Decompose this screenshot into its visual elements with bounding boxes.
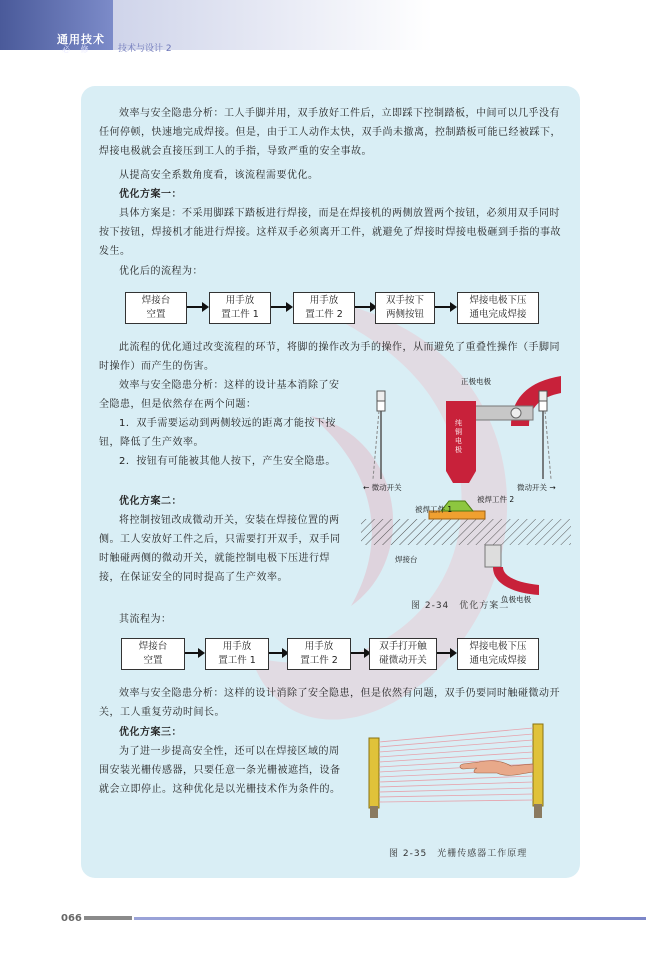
label-switch-left: ← 微动开关 — [363, 483, 402, 492]
label-table: 焊接台 — [395, 555, 418, 564]
label-workpiece-2: 被焊工件 2 — [477, 495, 515, 504]
flow1-step-5-line-2: 通电完成焊接 — [469, 309, 527, 320]
para-7: 1．双手需要运动到两侧较远的距离才能按下按钮，降低了生产效率。 — [99, 418, 336, 448]
heading-plan-3: 优化方案三： — [119, 727, 182, 738]
flow1-step-4-line-1: 双手按下 — [385, 295, 424, 306]
flow1-step-2 — [209, 292, 271, 324]
flow1-arrow-3 — [355, 306, 375, 308]
para-12: 为了进一步提高安全性，还可以在焊接区域的周围安装光栅传感器，只要任意一条光栅被遮挡，设备就会立即停止。这种优化是以光栅技术作为条件的。 — [99, 746, 341, 795]
flow1-arrow-1 — [187, 306, 207, 308]
heading-plan-2: 优化方案二： — [119, 496, 182, 507]
label-pos-electrode: 正极电极 — [461, 377, 491, 386]
header-fade — [113, 0, 646, 50]
footer-bar-blue — [134, 917, 646, 920]
flow2-step-2 — [205, 638, 269, 670]
flow1-arrow-2 — [271, 306, 291, 308]
para-8: 2．按钮有可能被其他人按下，产生安全隐患。 — [119, 456, 336, 467]
flow1-step-3-line-2: 置工件 2 — [305, 309, 343, 320]
flow2-step-2-line-1: 用手放 — [222, 641, 252, 652]
para-9: 将控制按钮改成微动开关，安装在焊接位置的两侧。工人安放好工件之后，只需要打开双手，双手同时触碰两侧的微动开关，就能控制电极下压进行焊接，在保证安全的同时提高了生产效率。 — [99, 515, 341, 583]
book-title: 通用技术 — [57, 33, 105, 46]
flow2-step-1-line-2: 空置 — [143, 655, 163, 666]
label-switch-right: 微动开关 → — [517, 483, 556, 492]
flow1-step-1 — [125, 292, 187, 324]
para-11: 效率与安全隐患分析：这样的设计消除了安全隐患，但是依然有问题，双手仍要同时触碰微动开关，工人重复劳动时间长。 — [99, 688, 560, 718]
flow2-step-5 — [457, 638, 539, 670]
flow2-arrow-3 — [351, 652, 369, 654]
flow2-arrow-1 — [185, 652, 203, 654]
para-3: 具体方案是：不采用脚踩下踏板进行焊接，而是在焊接机的两侧放置两个按钮，必须用双手同时按下按钮，焊接机才能进行焊接。这样双手必须离开工件，就避免了焊接时焊接电极砸到手指的事故发生。 — [99, 208, 561, 257]
flow2-step-1-line-1: 焊接台 — [138, 641, 168, 652]
flow2-arrow-2 — [269, 652, 287, 654]
flow2-step-5-line-2: 通电完成焊接 — [469, 655, 527, 666]
figure-2-35 — [361, 716, 571, 831]
flow1-step-4 — [375, 292, 435, 324]
flow2-step-5-line-1: 焊接电极下压 — [469, 641, 527, 652]
flow2-step-4-line-1: 双手打开触 — [379, 641, 427, 652]
para-5: 此流程的优化通过改变流程的环节，将脚的操作改为手的操作，从而避免了重叠性操作（手脚同时操作）而产生的伤害。 — [99, 342, 560, 372]
para-4: 优化后的流程为： — [119, 266, 203, 277]
flow1-step-3-line-1: 用手放 — [309, 295, 339, 306]
flow2-step-2-line-2: 置工件 1 — [218, 655, 256, 666]
flow2-step-3-line-1: 用手放 — [304, 641, 334, 652]
book-subtitle: 必 修 — [62, 45, 93, 54]
flow1-step-1-line-2: 空置 — [146, 309, 166, 320]
footer-bar-grey — [84, 916, 132, 920]
label-neg-electrode: 负极电极 — [501, 595, 531, 604]
label-workpiece-1: 被焊工件 1 — [415, 505, 453, 514]
flow1-step-2-line-2: 置工件 1 — [221, 309, 259, 320]
flow1-step-4-line-2: 两侧按钮 — [385, 309, 424, 320]
content-panel — [81, 86, 580, 878]
flow2-step-4 — [369, 638, 437, 670]
figure-2-35-caption: 图 2-35 光栅传感器工作原理 — [389, 849, 528, 859]
flow1-step-5 — [457, 292, 539, 324]
figure-2-34-caption: 图 2-34 优化方案二 — [411, 601, 510, 611]
label-electrode-body: 纯铜电极 — [455, 419, 462, 454]
flow2-step-3-line-2: 置工件 2 — [300, 655, 338, 666]
flow2-arrow-4 — [437, 652, 455, 654]
flow2-step-4-line-2: 碰微动开关 — [379, 655, 427, 666]
heading-plan-1: 优化方案一： — [119, 189, 182, 200]
flow1-step-5-line-1: 焊接电极下压 — [469, 295, 527, 306]
flow1-step-1-line-1: 焊接台 — [141, 295, 171, 306]
flow1-step-2-line-1: 用手放 — [225, 295, 255, 306]
para-10: 其流程为： — [119, 614, 172, 625]
page-number: 066 — [61, 913, 82, 924]
flow1-arrow-4 — [435, 306, 455, 308]
chapter-title: 技术与设计 2 — [118, 44, 172, 54]
para-1: 效率与安全隐患分析：工人手脚并用，双手放好工件后，立即踩下控制踏板，中间可以几乎没有任何停顿，快速地完成焊接。但是，由于工人动作太快，双手尚未撤离，控制踏板可能已经被踩下，焊接电极就会直接压到工人的手指，导致严重的安全事故。 — [99, 108, 561, 157]
para-6: 效率与安全隐患分析：这样的设计基本消除了安全隐患，但是依然存在两个问题： — [99, 380, 340, 410]
flow2-step-3 — [287, 638, 351, 670]
flow2-step-1 — [121, 638, 185, 670]
para-2: 从提高安全系数角度看，该流程需要优化。 — [119, 170, 319, 181]
flow1-step-3 — [293, 292, 355, 324]
